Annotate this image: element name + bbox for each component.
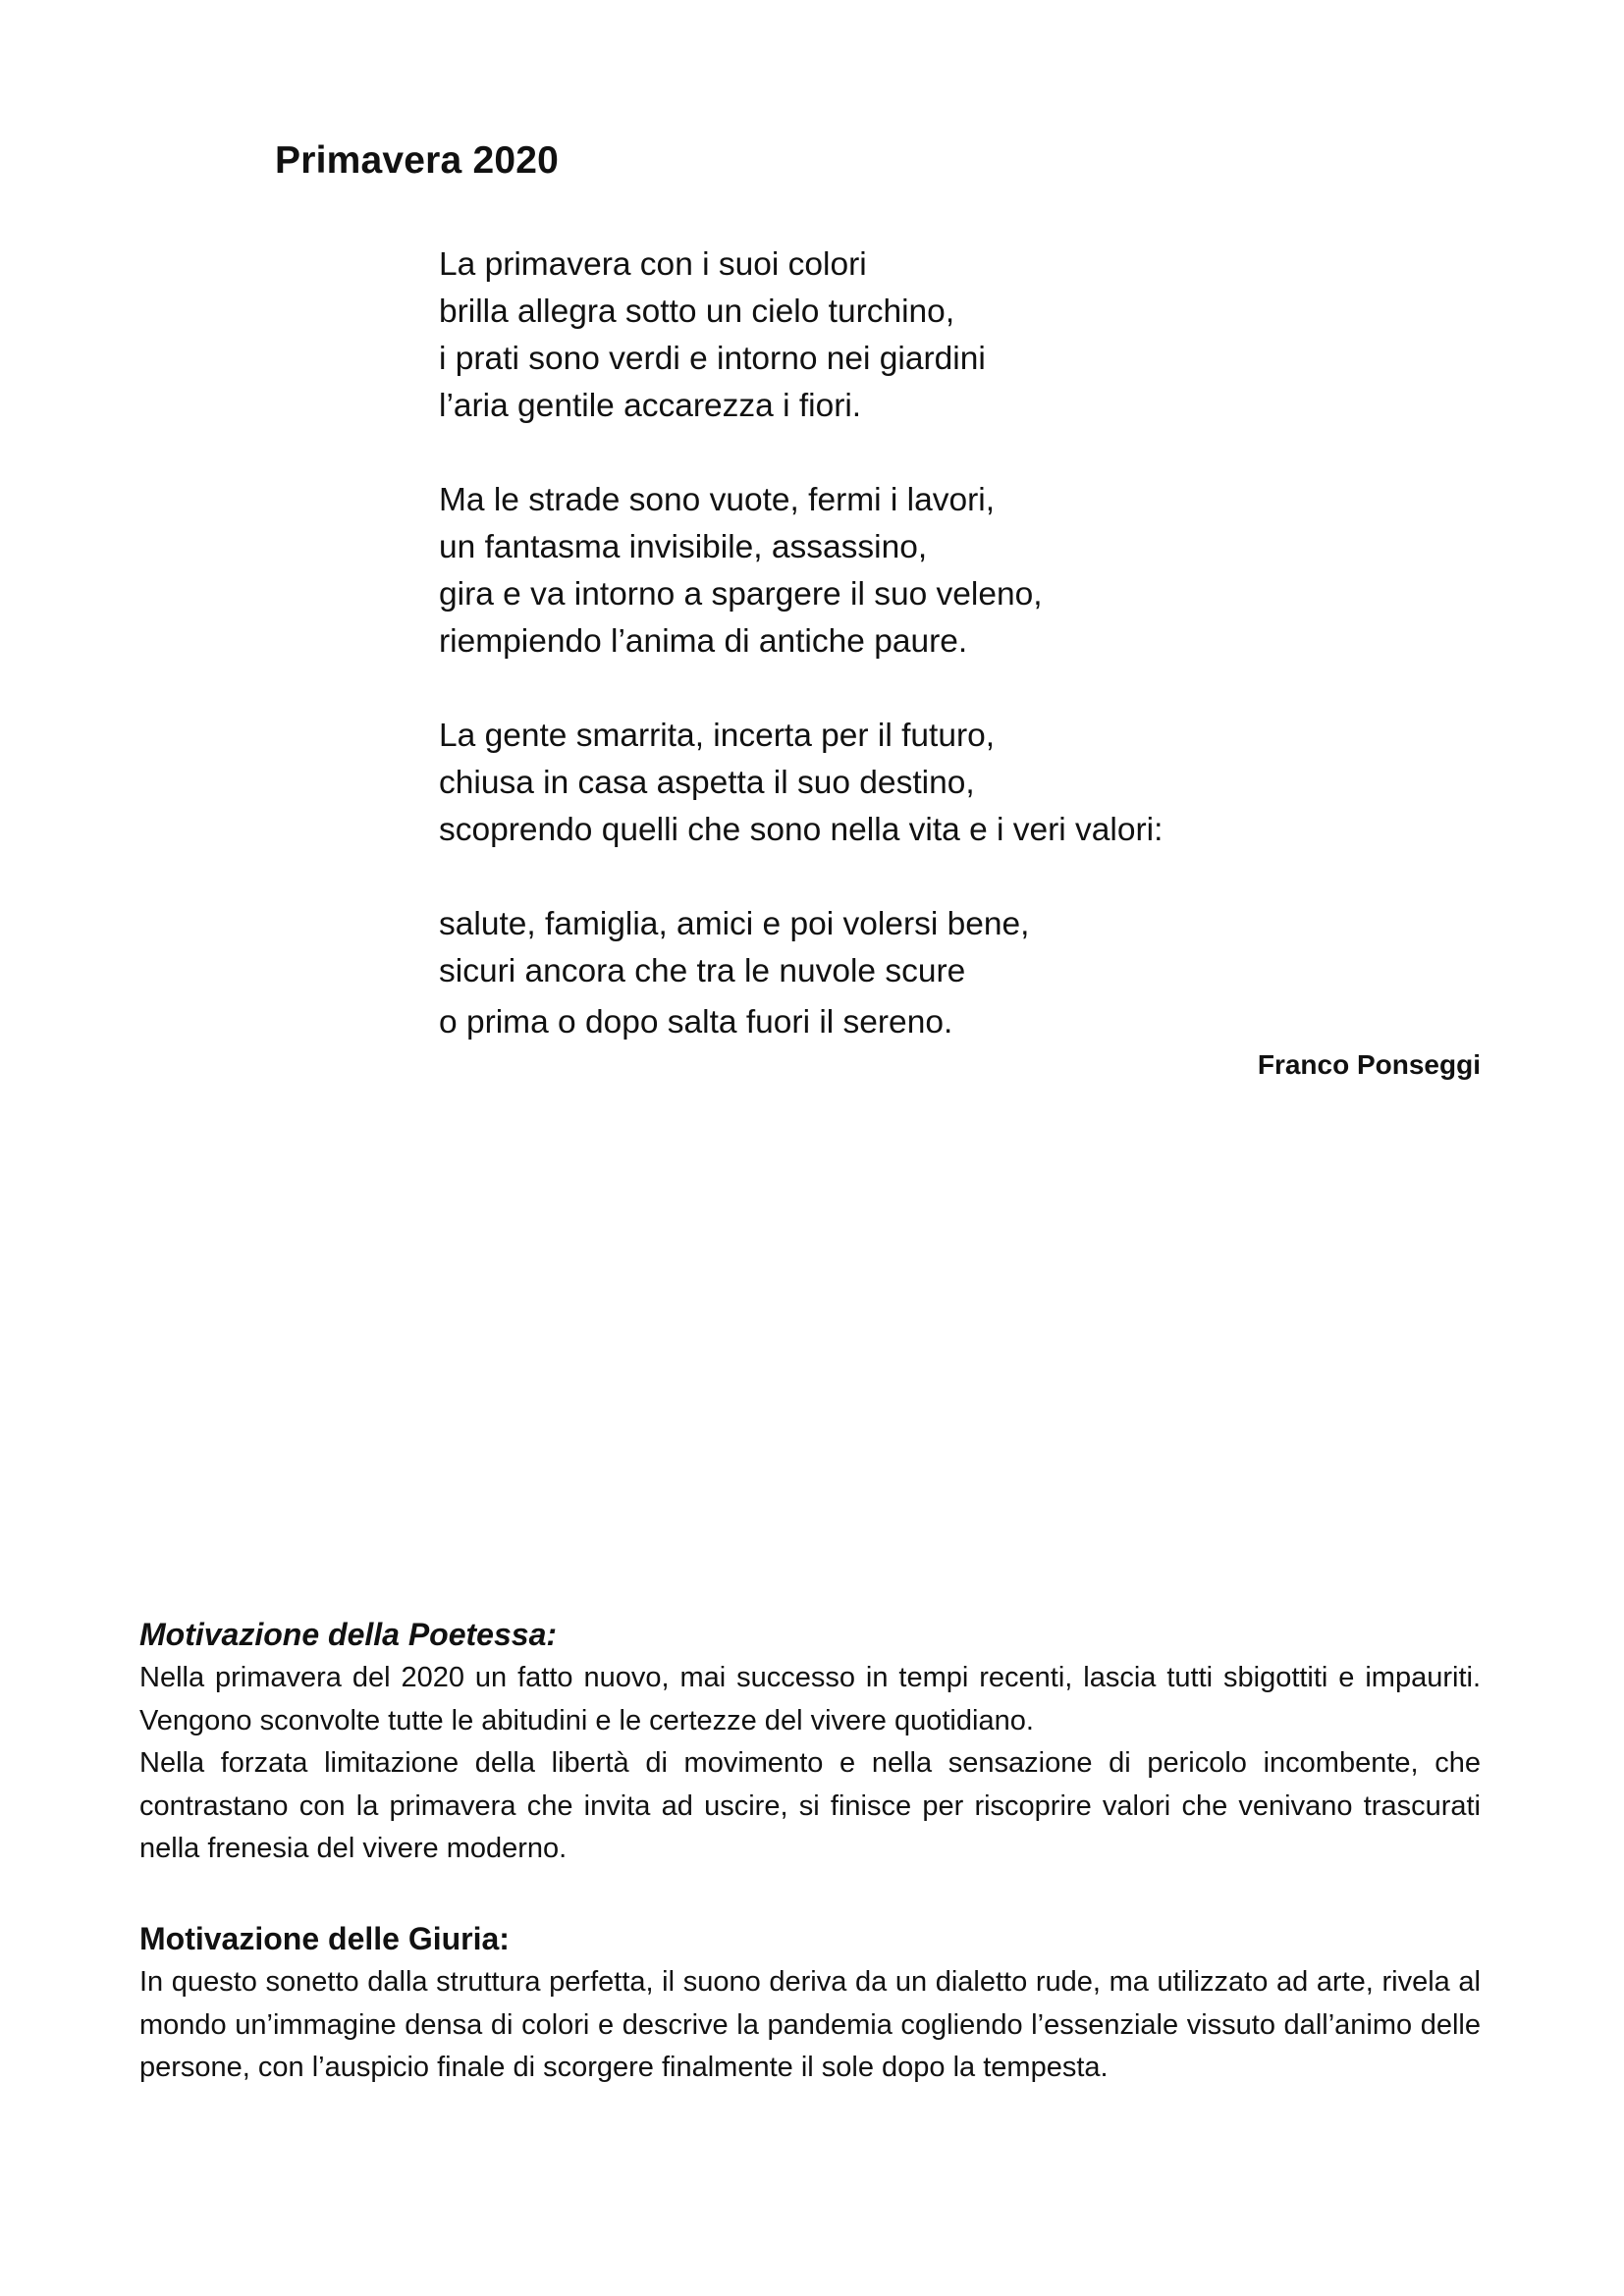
poem-verse: i prati sono verdi e intorno nei giardini xyxy=(439,341,986,377)
motivazione-poetessa-section xyxy=(139,1612,1481,1871)
stanza xyxy=(439,713,1323,854)
poem-verse: brilla allegra sotto un cielo turchino, xyxy=(439,294,955,330)
poem-verse: riempiendo l’anima di antiche paure. xyxy=(439,623,968,660)
motivazione-poetessa-paragraph: Nella forzata limitazione della libertà di movimento e nella sensazione di pericolo incombente, che contrastano con la primavera che invita ad uscire, si finisce per riscoprire valori che venivano trascurati nella frenesia del vivere moderno. xyxy=(139,1747,1481,1864)
poem-verse: chiusa in casa aspetta il suo destino, xyxy=(439,765,975,801)
poem-verse: sicuri ancora che tra le nuvole scure xyxy=(439,953,966,989)
poem-verse: un fantasma invisibile, assassino, xyxy=(439,529,928,565)
motivazione-giuria-section xyxy=(139,1916,1481,2090)
stanza xyxy=(439,241,1323,430)
poem-verse: o prima o dopo salta fuori il sereno. xyxy=(439,1004,953,1041)
poem-verse: gira e va intorno a spargere il suo veleno, xyxy=(439,576,1043,613)
poem-title: Primavera 2020 xyxy=(275,139,560,182)
poem-verse: l’aria gentile accarezza i fiori. xyxy=(439,388,862,424)
motivazione-poetessa-paragraph: Nella primavera del 2020 un fatto nuovo, mai successo in tempi recenti, lascia tutti sbigottiti e impauriti. Vengono sconvolte tutte le abitudini e le certezze del vivere quotidiano. xyxy=(139,1662,1481,1736)
stanza xyxy=(439,477,1323,666)
poem-verse: salute, famiglia, amici e poi volersi bene, xyxy=(439,906,1030,942)
motivazione-poetessa-heading: Motivazione della Poetessa: xyxy=(139,1617,558,1652)
motivazione-giuria-heading: Motivazione delle Giuria: xyxy=(139,1921,510,1956)
motivazione-giuria-paragraph: In questo sonetto dalla struttura perfetta, il suono deriva da un dialetto rude, ma utilizzato ad arte, rivela al mondo un’immagine densa di colori e descrive la pandemia cogliendo l’essenziale vissuto dall’animo delle persone, con l’auspicio finale di scorgere finalmente il sole dopo la tempesta. xyxy=(139,1966,1481,2083)
poem-author: Franco Ponseggi xyxy=(1257,1049,1481,1080)
poem-verse: La primavera con i suoi colori xyxy=(439,246,867,283)
poem-verse: Ma le strade sono vuote, fermi i lavori, xyxy=(439,482,996,518)
poem-body xyxy=(439,241,1323,1094)
stanza xyxy=(439,901,1323,1046)
poem-verse: La gente smarrita, incerta per il futuro, xyxy=(439,718,996,754)
poem-verse: scoprendo quelli che sono nella vita e i veri valori: xyxy=(439,812,1164,848)
